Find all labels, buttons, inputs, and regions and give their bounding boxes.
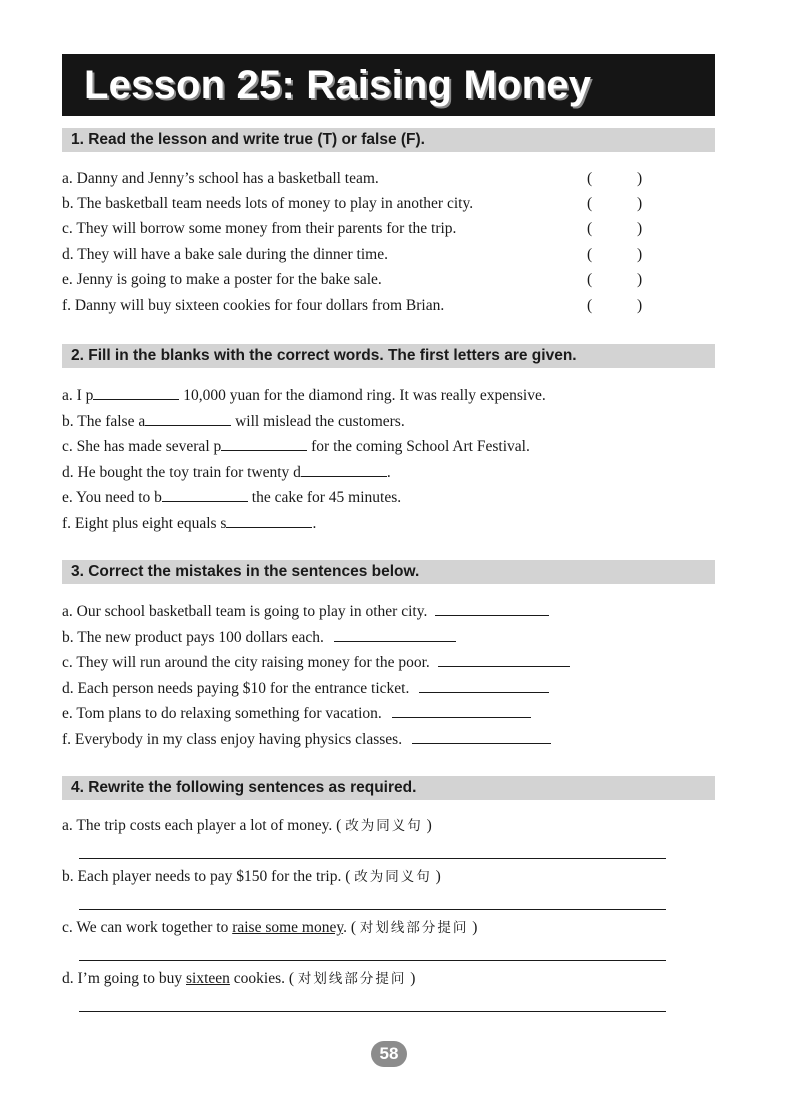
section-2-item-b-post: will mislead the customers. [231,413,405,430]
fill-blank-a[interactable] [93,385,179,400]
section-1-header: 1. Read the lesson and write true (T) or false (F). [62,128,715,152]
section-3-item-a-text: a. Our school basketball team is going to play in other city. [62,603,428,620]
section-2-item-f-post: . [312,515,317,532]
section-2-item-c-pre: c. She has made several p [62,438,222,455]
correction-blank-a[interactable] [435,601,549,616]
section-1-item-b: b. The basketball team needs lots of money to play in another city. [62,195,474,212]
fill-blank-e[interactable] [162,487,248,502]
section-3-item-a [62,601,549,621]
section-4-item-c [62,919,477,937]
section-2-item-e-post: the cake for 45 minutes. [247,489,402,506]
section-2-item-a-pre: a. I p [62,387,94,404]
answer-paren-close-a: ) [637,170,643,187]
page-number-badge [371,1041,407,1067]
section-4-item-d-underlined: sixteen [186,970,230,987]
section-1-item-a: a. Danny and Jenny’s school has a basketball team. [62,170,379,187]
page-number: 58 [379,1044,399,1063]
section-3-item-b [62,627,456,647]
section-4-item-b-pre: b. Each player needs to pay $150 for the trip. ( [62,868,355,885]
section-4-item-c-pre: c. We can work together to [62,919,233,936]
lesson-title-bar [62,54,715,116]
section-4-item-a-note: 改为同义句 [345,818,423,834]
section-4-item-c-mid: . ( [343,919,360,936]
section-4-item-a [62,817,432,835]
rewrite-answer-line-d[interactable] [79,1011,666,1012]
section-3-item-f [62,729,551,749]
section-2-item-a [62,385,546,405]
answer-paren-open-a: ( [587,170,593,187]
section-4-item-c-note: 对划线部分提问 [359,920,469,936]
section-3-item-c [62,652,570,672]
section-4-item-d-mid: cookies. ( [229,970,298,987]
section-3-item-d-text: d. Each person needs paying $10 for the entrance ticket. [62,680,410,697]
answer-paren-open-d: ( [587,246,593,263]
section-2-item-b [62,411,405,431]
fill-blank-b[interactable] [145,411,231,426]
section-2-item-d-post: . [386,464,391,481]
section-3-item-c-text: c. They will run around the city raising money for the poor. [62,654,430,671]
fill-blank-c[interactable] [221,436,307,451]
rewrite-answer-line-c[interactable] [79,960,666,961]
correction-blank-f[interactable] [412,729,551,744]
section-4-item-c-underlined: raise some money [232,919,344,936]
section-3-header: 3. Correct the mistakes in the sentences below. [62,560,715,584]
section-4-item-d-pre: d. I’m going to buy [62,970,186,987]
answer-paren-close-d: ) [637,246,643,263]
answer-paren-close-b: ) [637,195,643,212]
section-4-item-d-note: 对划线部分提问 [297,971,407,987]
lesson-title: Lesson 25: Raising Money [84,62,592,107]
correction-blank-c[interactable] [438,652,570,667]
rewrite-answer-line-a[interactable] [79,858,666,859]
fill-blank-d[interactable] [301,462,387,477]
section-2-item-d [62,462,391,482]
section-4-header: 4. Rewrite the following sentences as required. [62,776,715,800]
answer-paren-open-b: ( [587,195,593,212]
correction-blank-e[interactable] [392,703,531,718]
section-4-item-b-note: 改为同义句 [354,869,432,885]
section-2-item-f [62,513,316,533]
answer-paren-open-c: ( [587,220,593,237]
section-4-item-a-pre: a. The trip costs each player a lot of money. ( [62,817,346,834]
section-4-item-a-post: ) [422,817,432,834]
answer-paren-close-c: ) [637,220,643,237]
section-2-item-f-pre: f. Eight plus eight equals s [62,515,227,532]
answer-paren-open-e: ( [587,271,593,288]
section-1-item-c: c. They will borrow some money from their parents for the trip. [62,220,457,237]
fill-blank-f[interactable] [226,513,312,528]
section-3-item-d [62,678,549,698]
section-2-item-e-pre: e. You need to b [62,489,162,506]
section-4-item-d [62,970,415,988]
section-2-item-c-post: for the coming School Art Festival. [307,438,530,455]
section-1-item-e: e. Jenny is going to make a poster for the bake sale. [62,271,382,288]
section-4-item-b-post: ) [431,868,441,885]
section-3-item-b-text: b. The new product pays 100 dollars each. [62,629,324,646]
answer-paren-open-f: ( [587,297,593,314]
section-3-item-e [62,703,531,723]
section-4-item-d-post: ) [406,970,416,987]
section-2-item-c [62,436,530,456]
section-3-item-e-text: e. Tom plans to do relaxing something for vacation. [62,705,382,722]
section-2-header: 2. Fill in the blanks with the correct words. The first letters are given. [62,344,715,368]
answer-paren-close-e: ) [637,271,643,288]
answer-paren-close-f: ) [637,297,643,314]
section-3-item-f-text: f. Everybody in my class enjoy having physics classes. [62,731,403,748]
section-1-item-f: f. Danny will buy sixteen cookies for four dollars from Brian. [62,297,445,314]
section-4-item-c-post: ) [468,919,478,936]
rewrite-answer-line-b[interactable] [79,909,666,910]
section-4-item-b [62,868,441,886]
correction-blank-d[interactable] [419,678,549,693]
section-2-item-b-pre: b. The false a [62,413,146,430]
section-2-item-e [62,487,401,507]
correction-blank-b[interactable] [334,627,456,642]
section-2-item-d-pre: d. He bought the toy train for twenty d [62,464,301,481]
section-2-item-a-post: 10,000 yuan for the diamond ring. It was really expensive. [179,387,546,404]
section-1-item-d: d. They will have a bake sale during the dinner time. [62,246,388,263]
